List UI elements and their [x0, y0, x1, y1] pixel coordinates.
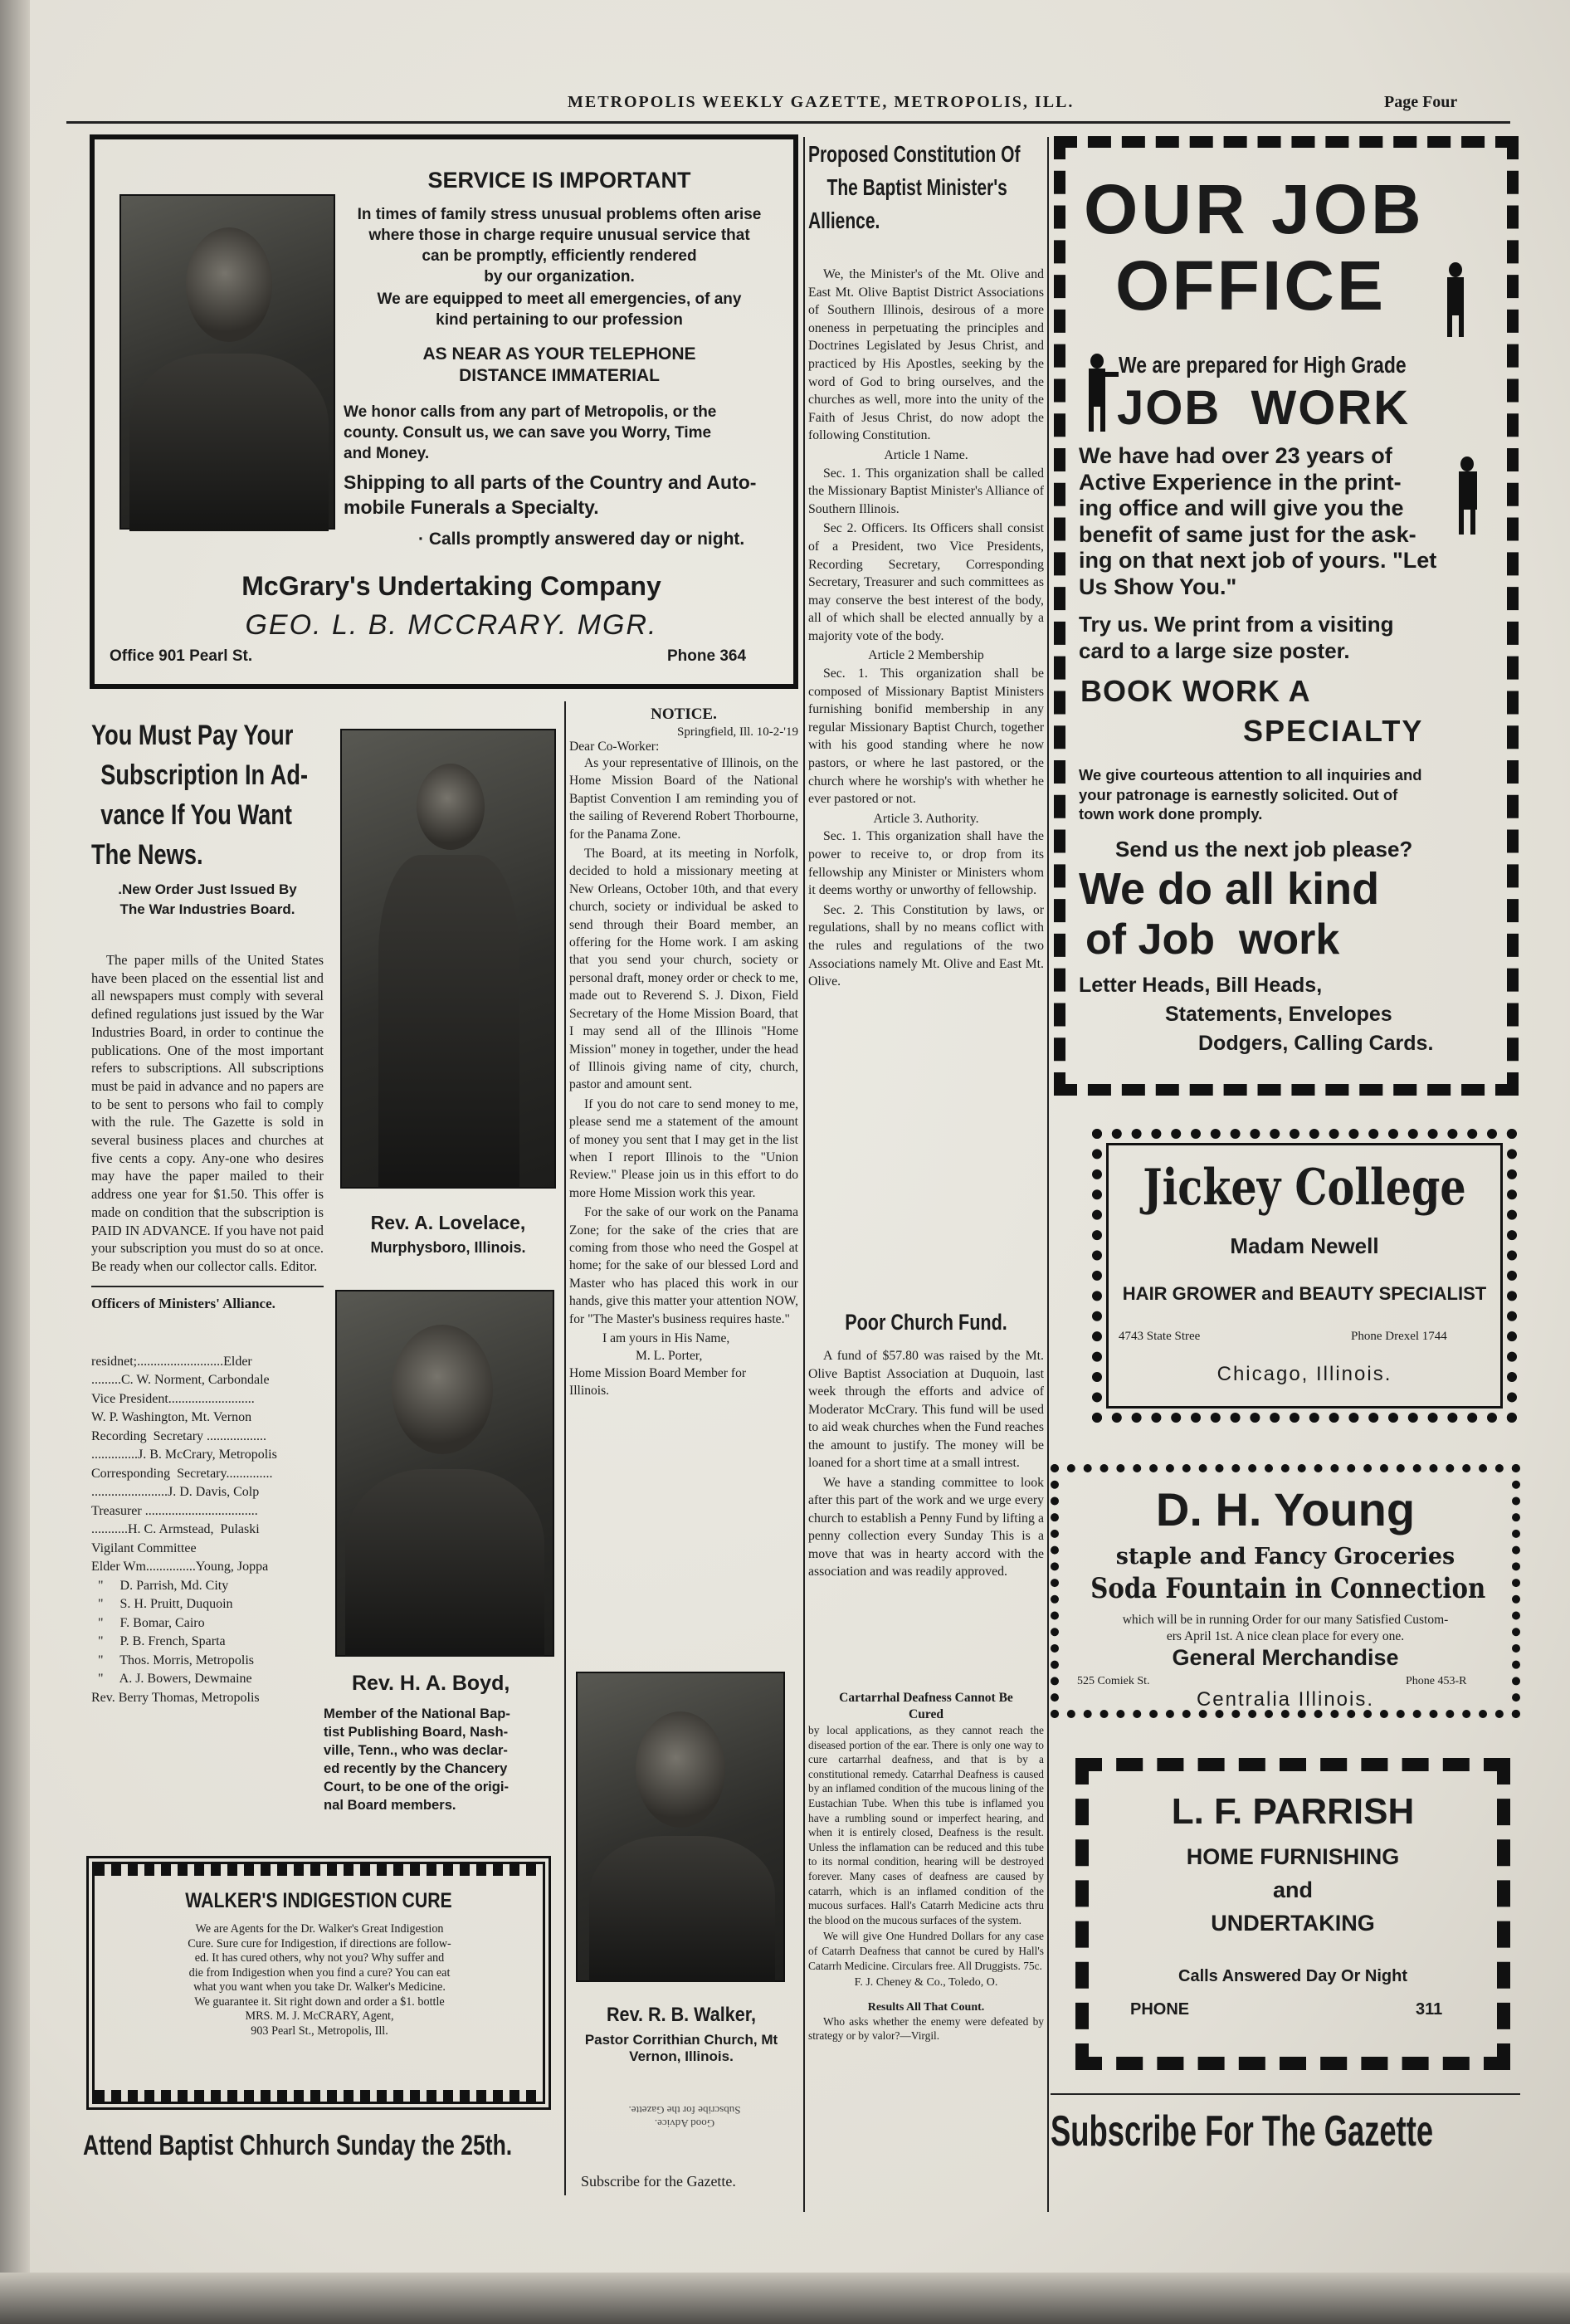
- young-address: 525 Comiek St.: [1077, 1675, 1150, 1687]
- mccrary-manager: GEO. L. B. MCCRARY. MGR.: [245, 609, 658, 641]
- job-office-do-all: We do all kind: [1079, 864, 1380, 914]
- page-bottom-edge: [0, 2273, 1570, 2324]
- mccrary-heading: SERVICE IS IMPORTANT: [427, 168, 691, 193]
- walker-indigestion-ad: [86, 1856, 551, 2110]
- mccrary-ad: [90, 134, 798, 689]
- notice-dateline: Springfield, Ill. 10-2-'19: [676, 725, 798, 739]
- young-groceries: staple and Fancy Groceries: [1115, 1544, 1455, 1570]
- notice-title: NOTICE.: [651, 706, 717, 723]
- mccrary-calls-any-part: We honor calls from any part of Metropolis, or the county. Consult us, we can save you Worry, Time and Money.: [344, 403, 717, 462]
- notice-body: As your representative of Illinois, on the Home Mission Board of the National Baptist Convention I am reminding you of the sailing of Reverend Robert Thorbourne, for the Panama Zone. The Board, at its meeting in Norfolk, decided to hold a missionary meeting at New Orleans, October 10th, and that every church, society or individual be asked to send through their Board member, an offering for the Home work. I am asking that you send your church, society or personal draft, money order or check to me, made out to Reverend S. J. Dixon, Field Secretary of the Home Mission Board, that I may send all of the Illinois "Home Mission" money in together, under the head of Illinois giving name of city, church, pastor and amount sent. If you do not care to send money to me, please send me a statement of the amount of money you sent that I may get in the list when I report Illinois to the "Union Review." Please join us in this effort to do more Home Mission work this year. For the sake of our work on the Panama Zone; for the sake of the cries that are coming from those who need the Gospel at home; for the sake of our blessed Lord and Master who has placed this work in our hands, give this matter your attention NOW, for "The Master's business requires haste.": [569, 756, 798, 1326]
- parrish-undertaking: UNDERTAKING: [1211, 1911, 1375, 1936]
- job-office-courteous: We give courteous attention to all inquiries and your patronage is earnestly solicited. Out of town work done promply.: [1079, 766, 1422, 823]
- job-office-job-work: JOB WORK: [1117, 381, 1411, 435]
- job-office-specialty: SPECIALTY: [1243, 714, 1424, 748]
- officers-title: Officers of Ministers' Alliance.: [91, 1295, 275, 1311]
- jickey-college-ad: [1092, 1129, 1517, 1423]
- young-soda: Soda Fountain in Connection: [1090, 1572, 1486, 1605]
- masthead-rule: [66, 121, 1510, 124]
- job-office-ad: [1054, 136, 1519, 1096]
- job-office-experience: We have had over 23 years of Active Experience in the print- ing office and will give you the benefit of same just for the ask- ing on that next job of yours. "Let Us Show You.": [1079, 443, 1437, 599]
- catarrh-title: Cartarrhal Deafness Cannot Be Cured: [839, 1691, 1013, 1721]
- poor-church-body: A fund of $57.80 was raised by the Mt. Olive Baptist Association at Duquoin, last week through the efforts and advice of Moderator McCrary. This fund will be used to aid weak churches when the Fund reaches the amount to justify. The money will be loaned for a short time at a small intrest. We have a standing committee to look after this part of the work and we urge every church to establish a Penny Fund by lifting a penny collection every Sunday This is a move that was in hearty accord with the association and was readily approved.: [808, 1349, 1044, 1579]
- rb-walker-portrait: [576, 1672, 785, 1982]
- mccrary-telephone: AS NEAR AS YOUR TELEPHONE DISTANCE IMMATERIAL: [422, 344, 696, 385]
- mccrary-calls-answered: · Calls promptly answered day or night.: [418, 530, 745, 549]
- parrish-furnishing: HOME FURNISHING: [1186, 1844, 1400, 1869]
- jickey-madam: Madam Newell: [1230, 1233, 1379, 1258]
- rb-walker-caption: Rev. R. B. Walker, Pastor Corrithian Church, Mt Vernon, Illinois.: [584, 2004, 778, 2064]
- boyd-caption: Rev. H. A. Boyd,: [352, 1672, 510, 1695]
- constitution-article: [808, 138, 1044, 993]
- young-general: General Merchandise: [1172, 1645, 1399, 1670]
- jickey-name: Jickey College: [1143, 1159, 1466, 1217]
- notice-article: [569, 706, 798, 1399]
- lovelace-caption: Rev. A. Lovelace, Murphysboro, Illinois.: [370, 1212, 526, 1256]
- job-office-send: Send us the next job please?: [1115, 837, 1413, 862]
- mccrary-portrait: [119, 194, 335, 530]
- job-office-prepared: We are prepared for High Grade: [1119, 352, 1407, 378]
- job-office-book-work: BOOK WORK A: [1080, 674, 1311, 708]
- mccrary-equipped: We are equipped to meet all emergencies, of any kind pertaining to our profession: [377, 290, 742, 329]
- man-figure-icon: [1439, 262, 1472, 337]
- notice-salutation: Dear Co-Worker:: [569, 740, 660, 754]
- job-office-try-us: Try us. We print from a visiting card to a large size poster.: [1079, 612, 1394, 663]
- jickey-address: 4743 State Stree: [1119, 1330, 1201, 1343]
- mccrary-office: Office 901 Pearl St.: [110, 647, 253, 665]
- poor-church-title: Poor Church Fund.: [845, 1310, 1007, 1335]
- subscription-body: The paper mills of the United States have been placed on the essential list and all newspapers must comply with several defined regulations just issued by the War Industries Board, in order to continue the publications. One of the most important refers to subscriptions. All subscriptions must be paid in advance and no papers are to be sent to persons who fail to comply with the rule. The Gazette is sold in several business places and churches at five cents a copy. Any-one who desires may have the paper mailed to their address one year for $1.50. This offer is made on condition that the subscription is PAID IN ADVANCE. If you have not paid your subscription you must do so at once. Be ready when our collector calls. Editor.: [91, 952, 324, 1274]
- young-ad: [1051, 1464, 1520, 1718]
- walker-title: WALKER'S INDIGESTION CURE: [185, 1889, 452, 1912]
- job-office-h2: OFFICE: [1115, 247, 1386, 325]
- subscribe-banner-rule: [1051, 2093, 1520, 2095]
- parrish-calls: Calls Answered Day Or Night: [1178, 1967, 1407, 1985]
- results-body: Who asks whether the enemy were defeated by strategy or by valor?—Virgil.: [808, 2015, 1044, 2043]
- boyd-description: Member of the National Bap- tist Publishing Board, Nash- ville, Tenn., who was declar- ed recently by the Chancery Court, to be one of the origi- nal Board members.: [324, 1706, 510, 1813]
- mccrary-company: McGrary's Undertaking Company: [241, 571, 661, 601]
- job-office-h1: OUR JOB: [1084, 170, 1425, 248]
- lovelace-portrait: [340, 729, 556, 1189]
- jickey-specialist: HAIR GROWER and BEAUTY SPECIALIST: [1122, 1283, 1487, 1304]
- mccrary-phone: Phone 364: [667, 647, 747, 665]
- constitution-body: We, the Minister's of the Mt. Olive and East Mt. Olive Baptist District Associations of Southern Illinois, desirous of a more oneness in perpetuating the principles and Doctrines Legislated by Jesus Christ, and practiced by His Apostles, seeking by the word of God to bring ourselves, and the churches as well, more into the unity of the Faith of Jesus Christ, do now adopt the following Constitution. Article 1 Name. Sec. 1. This organization shall be called the Missionary Baptist Minister's Alliance of Southern Illinois. Sec 2. Officers. Its Officers shall consist of a President, two Vice Presidents, Recording Secretary, Corresponding Secretary, Treasurer and such committees as may conserve the best interest of the body, all of which shall be elected annually by a majority vote of the body. Article 2 Membership Sec. 1. This organization shall be composed of Missionary Baptist Ministers furnishing bonifid membership in any regular Missionary Baptist Church, together with his good standing where he now pastors, or where he last pastored, or the church where he worship's with whether he ever pastored or not. Article 3. Authority. Sec. 1. This organization shall have the power to receive to, or drop from its fellowship any Minister or Ministers whom it deems worthy or unworthy of fellowship. Sec. 2. This Constitution by laws, or regulations, shall by no means coflict with the rules and regulations of the two Associations namely Mt. Olive and East Mt. Olive.: [808, 267, 1044, 989]
- job-office-of-job-work: of Job work: [1085, 915, 1340, 964]
- subscription-subhead: .New Order Just Issued By The War Industries Board.: [118, 881, 297, 917]
- officers-list: residnet;..........................Elder .........C. W. Norment, Carbondale Vice President.......................... W. P. Washington, Mt. Vernon Recording Secretary .................. ..............J. B. McCrary, Metropolis Corresponding Secretary.............. .......................J. D. Davis, Colp Treasurer .................................. ...........H. C. Armstead, Pulaski Vigilant Committee Elder Wm...............Young, Joppa " D. Parrish, Md. City " S. H. Pruitt, Duquoin " F. Bomar, Cairo " P. B. French, Sparta " Thos. Morris, Metropolis " A. J. Bowers, Dewmaine Rev. Berry Thomas, Metropolis: [91, 1354, 277, 1705]
- subscription-article: [91, 715, 324, 1745]
- young-city: Centralia Illinois.: [1196, 1688, 1375, 1711]
- subscription-headline: You Must Pay Your Subscription In Ad- vance If You Want The News.: [91, 720, 309, 871]
- col-rule-2: [803, 137, 805, 2212]
- subscribe-banner: Subscribe For The Gazette: [1051, 2107, 1434, 2156]
- mccrary-shipping: Shipping to all parts of the Country and Auto- mobile Funerals a Specialty.: [344, 471, 757, 518]
- page-number: Page Four: [1384, 93, 1458, 111]
- walker-body: We are Agents for the Dr. Walker's Great Indigestion Cure. Sure cure for Indigestion, if directions are follow- ed. It has cured others, why not you? Why suffer and die from Indigestion when you find a cure? You can eat what you want when you take Dr. Walker's Medicine. We guarantee it. Sit right down and order a $1. bottle MRS. M. J. McCRARY, Agent, 903 Pearl St., Metropolis, Ill.: [188, 1922, 451, 2038]
- constitution-title: Proposed Constitution Of The Baptist Minister's Allience.: [808, 141, 1021, 233]
- parrish-phone-label: PHONE: [1130, 2000, 1190, 2019]
- col-rule-3: [1047, 137, 1049, 2212]
- col-rule-1: [564, 701, 566, 2195]
- notice-subscribe: Subscribe for the Gazette.: [581, 2173, 736, 2190]
- catarrh-body: by local applications, as they cannot reach the diseased portion of the ear. There is only one way to cure cartarrhal deafness, and that is by a constitutional remedy. Catarrhal Deafness is caused by an inflamed condition of the mucous lining of the Eustachian Tube. When this tube is inflamed you have a rumbling sound or imperfect hearing, and when it is entirely closed, Deafness is the result. Unless the inflamation can be reduced and this tube to its normal condition, hearing will be destroyed forever. Many cases of deafness are caused by catarrh, which is an inflamed condition of the mucous surfaces. Hall's Catarrh Medicine acts thru the blood on the mucous surfaces of the system. We will give One Hundred Dollars for any case of Catarrh Deafness that cannot be cured by Hall's Catarrh Medicine. Circulars free. All Druggists. 75c.: [808, 1724, 1044, 1972]
- notice-closing: I am yours in His Name, M. L. Porter, Home Mission Board Member for Illinois.: [569, 1331, 747, 1398]
- young-phone: Phone 453-R: [1406, 1675, 1467, 1687]
- jickey-phone: Phone Drexel 1744: [1351, 1330, 1447, 1343]
- young-name: D. H. Young: [1155, 1483, 1416, 1536]
- jickey-city: Chicago, Illinois.: [1217, 1363, 1392, 1385]
- job-office-items: Letter Heads, Bill Heads, Statements, Envelopes Dodgers, Calling Cards.: [1079, 974, 1434, 1055]
- page-left-edge: [0, 0, 30, 2324]
- inverted-good-advice: Good Advice. Subscribe for the Gazette.: [628, 2104, 741, 2130]
- mccrary-intro: In times of family stress unusual problems often arise where those in charge require unusual service that can be promptly, efficiently rendered by our organization.: [357, 206, 762, 286]
- results-title: Results All That Count.: [867, 2001, 985, 2014]
- catarrh-signature: F. J. Cheney & Co., Toledo, O.: [854, 1976, 998, 1990]
- young-order: which will be in running Order for our many Satisfied Custom- ers April 1st. A nice clean place for every one.: [1122, 1613, 1449, 1643]
- parrish-and: and: [1272, 1877, 1313, 1902]
- masthead-title: METROPOLIS WEEKLY GAZETTE, METROPOLIS, ILL.: [568, 93, 1075, 111]
- parrish-name: L. F. PARRISH: [1171, 1791, 1415, 1832]
- boyd-portrait: [335, 1290, 554, 1657]
- parrish-phone: 311: [1416, 2000, 1443, 2019]
- attend-baptist-notice: Attend Baptist Chhurch Sunday the 25th.: [83, 2130, 513, 2161]
- pointing-man-icon: [1082, 354, 1115, 433]
- parrish-ad: [1075, 1758, 1510, 2070]
- catarrh-ad: [808, 1690, 1044, 2044]
- poor-church-fund: [808, 1310, 1044, 1583]
